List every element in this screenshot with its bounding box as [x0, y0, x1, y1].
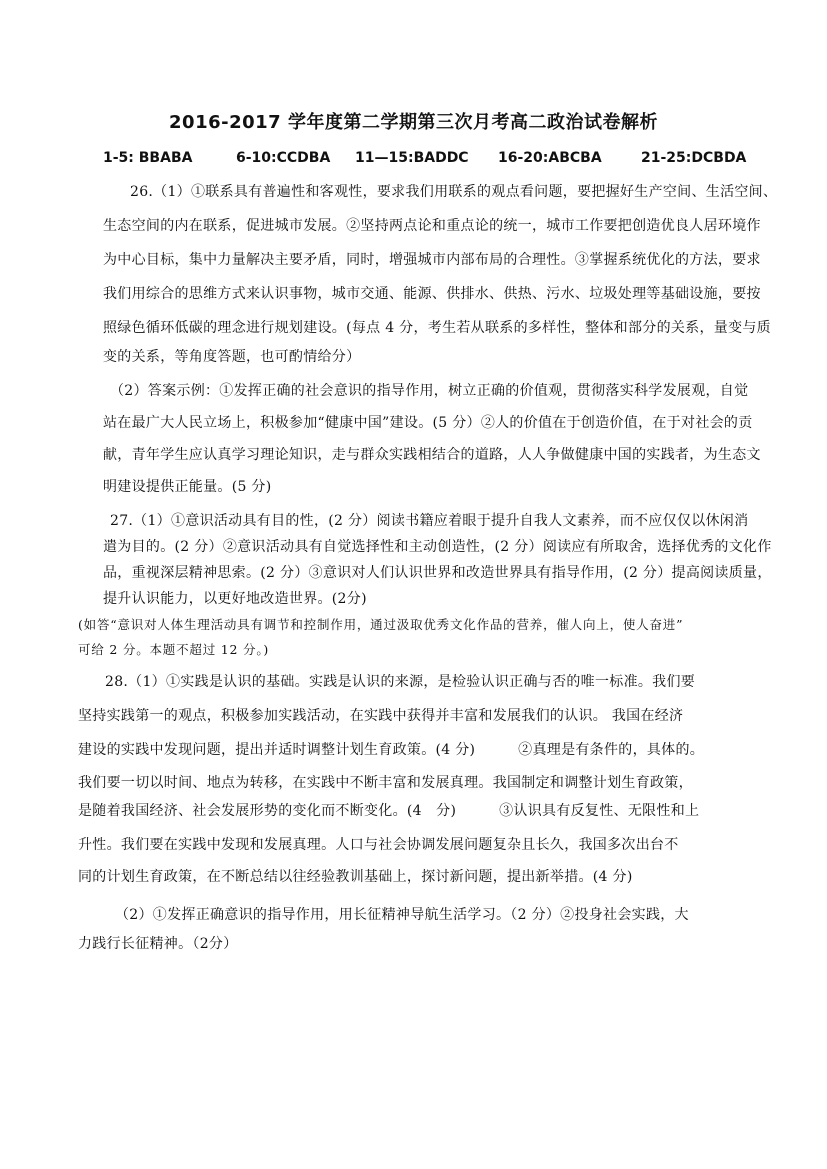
q27-note-line: (如答“意识对人体生理活动具有调节和控制作用，通过汲取优秀文化作品的营养，催人向上，使人奋进”: [78, 617, 684, 632]
q26-part2-line: 明建设提供正能量。(5 分): [103, 479, 272, 495]
q27-line: 遣为目的。(2 分）②意识活动具有自觉选择性和主动创造性，(2 分）阅读应有所取舍，选择优秀的文化作: [103, 539, 772, 555]
q26-part1-line: 变的关系，等角度答题，也可酌情给分）: [103, 349, 361, 365]
q26-part1-line: 为中心目标，集中力量解决主要矛盾，同时，增强城市内部布局的合理性。③掌握系统优化的方法，要求: [103, 252, 761, 268]
q28-part1-line: 28.（1）①实践是认识的基础。实践是认识的来源，是检验认识正确与否的唯一标准。我们要: [105, 674, 696, 690]
answer-key-item: 21-25:DCBDA: [641, 150, 747, 166]
answer-key: [103, 150, 763, 172]
q28-part2-line: （2）①发挥正确意识的指导作用，用长征精神导航生活学习。（2 分）②投身社会实践，大: [115, 907, 689, 923]
q27-line: 品，重视深层精神思索。(2 分）③意识对人们认识世界和改造世界具有指导作用，(2 分）提高阅读质量，: [103, 565, 772, 581]
q26-part1-line: 26.（1）①联系具有普遍性和客观性，要求我们用联系的观点看问题，要把握好生产空间、生活空间、: [130, 184, 778, 200]
page-title: 2016-2017 学年度第二学期第三次月考高二政治试卷解析: [169, 112, 658, 133]
q28-part1-line: 我们要一切以时间、地点为转移，在实践中不断丰富和发展真理。我国制定和调整计划生育政策，: [78, 775, 693, 791]
q28-part1-line: 建设的实践中发现问题，提出并适时调整计划生育政策。(4 分) ②真理是有条件的，具体的。: [78, 742, 705, 758]
answer-key-item: 1-5: BBABA: [103, 150, 193, 166]
q28-part1-line: 坚持实践第一的观点，积极参加实践活动，在实践中获得并丰富和发展我们的认识。 我国在经济: [78, 708, 684, 724]
q28-part1-line: 升性。我们要在实践中发现和发展真理。人口与社会协调发展问题复杂且长久，我国多次出台不: [78, 837, 679, 853]
q26-part2-line: 站在最广大人民立场上，积极参加“健康中国”建设。(5 分）②人的价值在于创造价值，在于对社会的贡: [103, 415, 753, 431]
q26-part2-line: （2）答案示例：①发挥正确的社会意识的指导作用，树立正确的价值观，贯彻落实科学发展观，自觉: [110, 383, 749, 399]
answer-key-item: 16-20:ABCBA: [498, 150, 602, 166]
q27-line: 提升认识能力，以更好地改造世界。(2分): [103, 591, 367, 607]
answer-key-item: 6-10:CCDBA: [236, 150, 331, 166]
q28-part2-line: 力践行长征精神。（2分）: [78, 936, 238, 952]
q26-part1-line: 我们用综合的思维方式来认识事物，城市交通、能源、供排水、供热、污水、垃圾处理等基础设施，要按: [103, 286, 761, 302]
q27-line: 27.（1）①意识活动具有目的性，(2 分）阅读书籍应着眼于提升自我人文素养，而不应仅仅以休闲消: [110, 513, 749, 529]
answer-key-item: 11—15:BADDC: [355, 150, 469, 166]
q28-part1-line: 是随着我国经济、社会发展形势的变化而不断变化。(4 分) ③认识具有反复性、无限性和上: [78, 803, 700, 819]
q26-part1-line: 生态空间的内在联系，促进城市发展。②坚持两点论和重点论的统一，城市工作要把创造优良人居环境作: [103, 218, 761, 234]
q28-part1-line: 同的计划生育政策，在不断总结以往经验教训基础上，探讨新问题，提出新举措。(4 分): [78, 869, 633, 885]
q26-part2-line: 献，青年学生应认真学习理论知识，走与群众实践相结合的道路，人人争做健康中国的实践者，为生态文: [103, 447, 761, 463]
q27-note-line: 可给 2 分。本题不超过 12 分。): [78, 642, 270, 657]
q26-part1-line: 照绿色循环低碳的理念进行规划建设。(每点 4 分，考生若从联系的多样性，整体和部分的关系，量变与质: [103, 320, 771, 336]
